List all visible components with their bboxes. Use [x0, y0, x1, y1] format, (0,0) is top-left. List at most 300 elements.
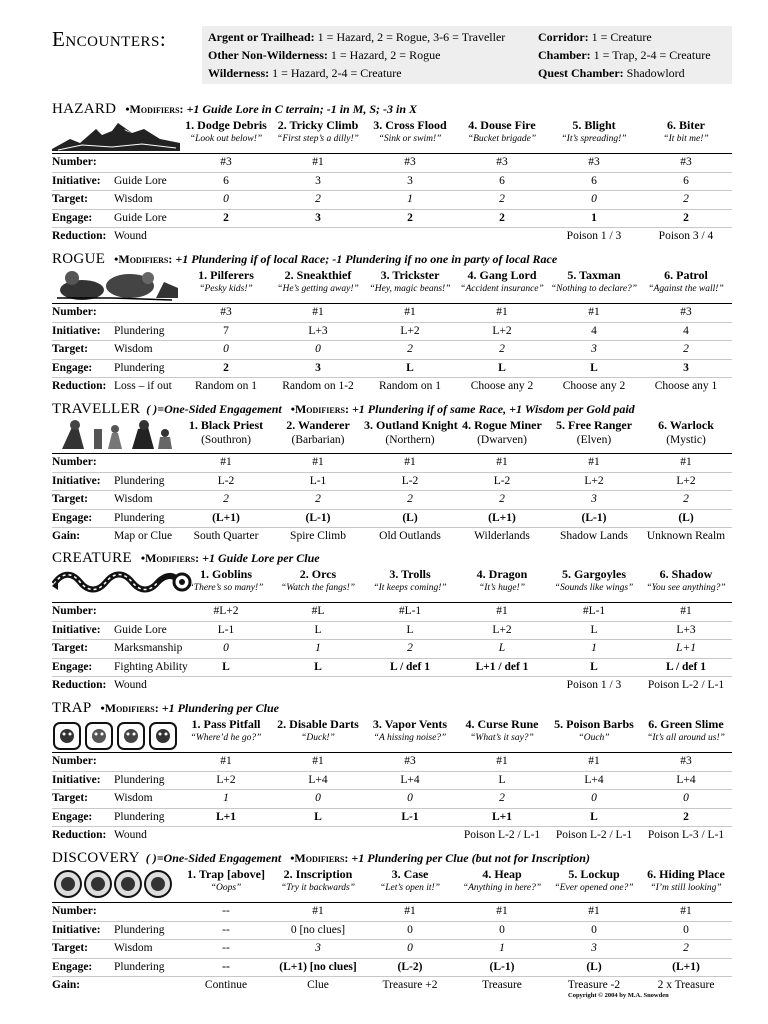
- column-header: [548, 717, 640, 745]
- table-cell: L / def 1: [390, 660, 430, 673]
- column-header: [180, 418, 272, 447]
- row-label: Target:: [52, 792, 88, 804]
- table-cell: L: [314, 660, 322, 673]
- table-cell: #3: [680, 156, 692, 168]
- table-cell: #3: [588, 156, 600, 168]
- table-cell: 1: [407, 193, 413, 205]
- column-header: [180, 717, 272, 745]
- column-quote: “It’s huge!”: [478, 583, 525, 593]
- column-title: 4. Rogue Miner: [462, 418, 542, 432]
- column-title: 5. Blight: [572, 118, 616, 132]
- column-quote: “Sink or swim!”: [378, 134, 442, 144]
- table-cell: (L): [678, 511, 694, 524]
- table-cell: 3: [315, 361, 321, 374]
- column-title: 1. Pass Pitfall: [191, 717, 261, 731]
- stat-table: [52, 303, 732, 396]
- row-skill: Plundering: [114, 923, 165, 936]
- column-header: [456, 418, 548, 447]
- column-header: [272, 717, 364, 745]
- table-row: [52, 323, 732, 342]
- table-cell: L+1: [676, 642, 696, 654]
- column-title: 6. Patrol: [664, 268, 708, 282]
- column-title: 2. Sneakthief: [284, 268, 352, 282]
- table-cell: #1: [680, 905, 692, 917]
- table-cell: 6: [591, 174, 597, 187]
- modifiers-note: •Modifiers: +1 Guide Lore in C terrain; -1 in M, S; -3 in X: [122, 102, 418, 116]
- row-skill: Plundering: [114, 773, 165, 786]
- column-header: [364, 118, 456, 146]
- column-title: 5. Free Ranger: [555, 418, 633, 432]
- column-header: [272, 268, 364, 296]
- table-cell: 0: [407, 792, 413, 804]
- row-label: Reduction:: [52, 829, 107, 841]
- row-skill: Wisdom: [114, 942, 153, 954]
- table-cell: 3: [591, 343, 597, 355]
- table-cell: #1: [496, 755, 508, 767]
- row-skill: Guide Lore: [114, 174, 167, 187]
- section-heading: [52, 699, 279, 717]
- column-quote: “Ever opened one?”: [554, 883, 634, 893]
- table-cell: L+4: [584, 773, 604, 786]
- table-cell: 4: [591, 324, 597, 337]
- column-quote: “Nothing to declare?”: [550, 284, 638, 294]
- header-line: Corridor: 1 = Creature: [538, 30, 652, 44]
- table-cell: #3: [496, 156, 508, 168]
- column-quote: “It’s all around us!”: [647, 733, 725, 743]
- section-name: TRAP: [52, 700, 92, 716]
- column-quote: “What’s it say?”: [470, 733, 534, 743]
- row-label: Target:: [52, 642, 88, 654]
- stat-table: [52, 453, 732, 546]
- table-row: [52, 510, 732, 529]
- table-cell: #1: [220, 755, 232, 767]
- column-title: 1. Black Priest: [188, 418, 264, 432]
- page-title: Encounters:: [52, 27, 167, 51]
- column-quote: “Hey, magic beans!”: [369, 284, 451, 294]
- table-cell: (L): [402, 511, 418, 524]
- table-cell: L-2: [401, 474, 419, 487]
- table-cell: 6: [683, 174, 689, 187]
- row-skill: Wound: [114, 230, 147, 242]
- table-row: [52, 790, 732, 809]
- column-headers: [180, 867, 732, 901]
- row-label: Target:: [52, 343, 88, 355]
- table-cell: #1: [312, 755, 324, 767]
- row-label: Target:: [52, 942, 88, 954]
- table-cell: 0: [223, 642, 229, 654]
- column-title: 4. Curse Rune: [465, 717, 539, 731]
- column-quote: “It’s spreading!”: [561, 134, 627, 144]
- table-cell: (L-1): [581, 511, 607, 524]
- column-quote: “Where’d he go?”: [190, 733, 262, 743]
- table-cell: Poison 3 / 4: [658, 230, 714, 242]
- table-cell: 2: [223, 361, 229, 374]
- row-label: Initiative:: [52, 923, 101, 936]
- table-row: [52, 454, 732, 473]
- table-cell: L+1: [492, 810, 512, 823]
- row-skill: Wound: [114, 679, 147, 691]
- table-cell: #1: [312, 905, 324, 917]
- column-title: 3. Vapor Vents: [372, 717, 448, 731]
- table-cell: --: [222, 942, 230, 954]
- table-cell: L / def 1: [666, 660, 706, 673]
- table-cell: 7: [223, 324, 229, 337]
- column-header: [548, 567, 640, 595]
- table-cell: 0: [407, 942, 413, 954]
- row-label: Initiative:: [52, 174, 101, 187]
- table-cell: 0: [591, 923, 597, 936]
- table-cell: 0: [683, 923, 689, 936]
- rogue-icon: [52, 268, 180, 302]
- table-cell: 2: [315, 193, 321, 205]
- table-cell: Wilderlands: [474, 530, 530, 542]
- column-header: [640, 418, 732, 447]
- table-cell: 2: [683, 493, 689, 505]
- coins-icon: [52, 867, 180, 901]
- table-cell: L+2: [400, 324, 420, 337]
- table-row: [52, 473, 732, 492]
- one-sided-note: ( )=One-Sided Engagement: [145, 851, 282, 865]
- table-cell: 0: [407, 923, 413, 936]
- column-header: [640, 118, 732, 146]
- column-headers: [180, 418, 732, 452]
- table-cell: L+2: [216, 773, 236, 786]
- table-cell: L-2: [493, 474, 511, 487]
- header: [52, 22, 732, 86]
- table-cell: (L-2): [397, 960, 423, 973]
- table-cell: L: [498, 361, 506, 374]
- table-row: [52, 640, 732, 659]
- table-cell: L+1 / def 1: [475, 660, 529, 673]
- section-name: TRAVELLER: [52, 401, 141, 417]
- table-cell: 1: [223, 792, 229, 804]
- column-title: 5. Lockup: [568, 867, 620, 881]
- column-quote: “First step’s a dilly!”: [277, 134, 359, 144]
- table-row: [52, 622, 732, 641]
- row-skill: Loss – if out: [114, 380, 172, 392]
- table-cell: Spire Climb: [290, 530, 346, 542]
- table-cell: 0: [223, 343, 229, 355]
- table-cell: L+2: [584, 474, 604, 487]
- column-title: 2. Orcs: [299, 567, 337, 581]
- table-cell: L-1: [217, 623, 235, 636]
- stat-table: [52, 752, 732, 845]
- table-cell: 2: [223, 493, 229, 505]
- table-cell: Poison L-3 / L-1: [647, 829, 725, 841]
- table-cell: L-1: [309, 474, 327, 487]
- column-title: 2. Wanderer: [286, 418, 350, 432]
- table-cell: 6: [223, 174, 229, 187]
- one-sided-note: ( )=One-Sided Engagement: [146, 402, 282, 416]
- table-row: [52, 659, 732, 678]
- row-label: Engage:: [52, 511, 93, 524]
- table-cell: Treasure +2: [382, 979, 438, 991]
- table-row: [52, 378, 732, 396]
- encounters-sheet: [52, 22, 732, 991]
- column-title: 4. Gang Lord: [467, 268, 537, 282]
- row-label: Number:: [52, 456, 97, 468]
- table-cell: #1: [496, 905, 508, 917]
- table-cell: #3: [680, 755, 692, 767]
- row-skill: Plundering: [114, 324, 165, 337]
- header-line: Argent or Trailhead: 1 = Hazard, 2 = Rogue, 3-6 = Traveller: [208, 30, 506, 44]
- table-cell: --: [222, 905, 230, 917]
- column-headers: [180, 268, 732, 302]
- table-cell: 0: [315, 792, 321, 804]
- table-row: [52, 154, 732, 173]
- row-label: Initiative:: [52, 773, 101, 786]
- table-cell: L: [314, 623, 322, 636]
- table-cell: 1: [591, 211, 597, 224]
- table-cell: 6: [499, 174, 505, 187]
- table-cell: #3: [220, 306, 232, 318]
- row-label: Number:: [52, 605, 97, 617]
- column-quote: “Sounds like wings”: [554, 583, 634, 593]
- table-cell: L-2: [217, 474, 235, 487]
- row-skill: Wound: [114, 829, 147, 841]
- column-headers: [180, 567, 732, 601]
- header-line: Wilderness: 1 = Hazard, 2-4 = Creature: [208, 66, 402, 80]
- table-cell: 3: [407, 174, 413, 187]
- table-cell: #1: [496, 306, 508, 318]
- column-title: 6. Warlock: [658, 418, 714, 432]
- copyright: Copyright © 2004 by M.A. Snowden: [568, 992, 669, 999]
- column-header: [272, 867, 364, 895]
- table-cell: #L-1: [398, 605, 422, 617]
- table-cell: (L): [586, 960, 602, 973]
- row-skill: Guide Lore: [114, 623, 167, 636]
- table-cell: L+2: [676, 474, 696, 487]
- row-skill: Wisdom: [114, 193, 153, 205]
- row-skill: Fighting Ability: [114, 660, 188, 673]
- table-cell: Continue: [204, 979, 248, 991]
- column-header: [640, 268, 732, 296]
- trap-icon: [52, 717, 180, 751]
- table-cell: 2: [499, 211, 505, 224]
- column-header: [364, 867, 456, 895]
- table-cell: Treasure -2: [567, 979, 621, 991]
- table-cell: 2: [683, 193, 689, 205]
- table-cell: 2: [683, 942, 689, 954]
- table-cell: L: [590, 623, 598, 636]
- row-skill: Wisdom: [114, 493, 153, 505]
- table-cell: L+2: [492, 623, 512, 636]
- table-cell: 2: [407, 343, 413, 355]
- table-cell: 2: [407, 493, 413, 505]
- table-cell: Poison 1 / 3: [566, 679, 622, 691]
- table-cell: 2: [407, 642, 413, 654]
- column-quote: “I’m still looking”: [650, 883, 722, 893]
- stat-table: [52, 153, 732, 246]
- column-title: 5. Taxman: [567, 268, 621, 282]
- table-cell: (L+1): [672, 960, 700, 973]
- table-cell: L+2: [492, 324, 512, 337]
- column-quote: “Duck!”: [301, 733, 335, 743]
- row-skill: Guide Lore: [114, 211, 167, 224]
- column-header: [456, 717, 548, 745]
- column-title: 4. Dragon: [476, 567, 528, 581]
- table-cell: 2: [683, 343, 689, 355]
- table-cell: Random on 1: [379, 380, 441, 392]
- table-cell: #1: [588, 456, 600, 468]
- column-title: 3. Case: [391, 867, 429, 881]
- column-title: 6. Hiding Place: [647, 867, 725, 881]
- column-header: [364, 717, 456, 745]
- section-heading: [52, 549, 320, 567]
- column-header: [180, 867, 272, 895]
- column-quote: “It bit me!”: [663, 134, 709, 144]
- table-cell: Poison L-2 / L-1: [463, 829, 541, 841]
- table-row: [52, 809, 732, 828]
- row-label: Engage:: [52, 810, 93, 823]
- table-row: [52, 360, 732, 379]
- table-cell: L+4: [400, 773, 420, 786]
- modifiers-note: •Modifiers: +1 Plundering per Clue: [97, 701, 279, 715]
- table-row: [52, 903, 732, 922]
- table-cell: --: [222, 923, 230, 936]
- column-title: 2. Tricky Climb: [277, 118, 359, 132]
- table-cell: 0: [591, 193, 597, 205]
- table-cell: #1: [588, 755, 600, 767]
- column-title: 4. Douse Fire: [468, 118, 536, 132]
- table-cell: L: [406, 361, 414, 374]
- row-skill: Plundering: [114, 511, 165, 524]
- column-header: [272, 118, 364, 146]
- table-cell: #1: [588, 306, 600, 318]
- table-row: [52, 940, 732, 959]
- column-title: 3. Trolls: [389, 567, 431, 581]
- column-header: [456, 867, 548, 895]
- column-title: 1. Goblins: [199, 567, 253, 581]
- section-heading: [52, 100, 417, 118]
- table-cell: 2 x Treasure: [657, 979, 715, 991]
- table-cell: 2: [315, 493, 321, 505]
- table-cell: #L+2: [213, 605, 239, 617]
- column-title: 6. Biter: [667, 118, 705, 132]
- column-quote: “Anything in here?”: [462, 883, 542, 893]
- table-row: [52, 922, 732, 941]
- table-cell: Random on 1-2: [282, 380, 354, 392]
- table-cell: L-1: [401, 810, 419, 823]
- column-quote: “It keeps coming!”: [373, 583, 447, 593]
- table-cell: 1: [499, 942, 505, 954]
- row-skill: Marksmanship: [114, 642, 183, 654]
- column-header: [272, 418, 364, 447]
- column-quote: “A hissing noise?”: [373, 733, 447, 743]
- table-cell: 0: [683, 792, 689, 804]
- table-cell: L: [498, 773, 506, 786]
- column-quote: “Pesky kids!”: [199, 284, 253, 294]
- mountain-icon: [52, 118, 180, 152]
- stat-table: [52, 902, 732, 995]
- row-label: Target:: [52, 493, 88, 505]
- encounter-table-box: [202, 26, 732, 84]
- row-label: Initiative:: [52, 623, 101, 636]
- table-cell: #1: [680, 456, 692, 468]
- table-cell: #1: [680, 605, 692, 617]
- row-skill: Plundering: [114, 960, 165, 973]
- table-cell: 3: [591, 942, 597, 954]
- table-cell: 3: [683, 361, 689, 374]
- table-cell: L: [314, 810, 322, 823]
- table-cell: #L-1: [582, 605, 606, 617]
- column-subtitle: (Northern): [385, 434, 435, 446]
- row-label: Reduction:: [52, 679, 107, 691]
- row-skill: Wisdom: [114, 792, 153, 804]
- header-line: Chamber: 1 = Trap, 2-4 = Creature: [538, 48, 711, 62]
- section-name: HAZARD: [52, 101, 117, 117]
- table-cell: 3: [315, 174, 321, 187]
- section-heading: [52, 250, 557, 268]
- table-cell: Poison L-2 / L-1: [555, 829, 633, 841]
- column-title: 2. Inscription: [283, 867, 353, 881]
- column-quote: “Let’s open it!”: [379, 883, 440, 893]
- table-cell: 1: [591, 642, 597, 654]
- table-cell: 3: [315, 942, 321, 954]
- column-title: 4. Heap: [482, 867, 522, 881]
- table-cell: Poison L-2 / L-1: [647, 679, 725, 691]
- row-label: Engage:: [52, 660, 93, 673]
- section-heading: [52, 849, 590, 867]
- row-label: Number:: [52, 156, 97, 168]
- header-line: Other Non-Wilderness: 1 = Hazard, 2 = Rogue: [208, 48, 441, 62]
- table-row: [52, 304, 732, 323]
- table-cell: L+3: [308, 324, 328, 337]
- column-title: 6. Green Slime: [648, 717, 724, 731]
- column-header: [456, 268, 548, 296]
- column-header: [456, 567, 548, 595]
- table-row: [52, 210, 732, 229]
- table-cell: #1: [312, 456, 324, 468]
- column-title: 6. Shadow: [659, 567, 713, 581]
- column-quote: “Bucket brigade”: [467, 134, 537, 144]
- row-label: Reduction:: [52, 380, 107, 392]
- modifiers-note: •Modifiers: +1 Plundering per Clue (but not for Inscription): [287, 851, 590, 865]
- column-quote: “Watch the fangs!”: [280, 583, 356, 593]
- column-header: [548, 418, 640, 447]
- row-label: Number:: [52, 905, 97, 917]
- table-cell: #1: [404, 456, 416, 468]
- row-label: Initiative:: [52, 324, 101, 337]
- table-cell: #1: [312, 156, 324, 168]
- column-title: 3. Outland Knight: [364, 418, 458, 432]
- column-header: [272, 567, 364, 595]
- table-cell: 4: [683, 324, 689, 337]
- column-title: 1. Dodge Debris: [185, 118, 267, 132]
- table-cell: Random on 1: [195, 380, 257, 392]
- table-cell: 3: [315, 211, 321, 224]
- row-label: Gain:: [52, 979, 81, 991]
- column-quote: “Accident insurance”: [460, 284, 544, 294]
- column-header: [180, 567, 272, 595]
- table-cell: 0: [223, 193, 229, 205]
- row-skill: Map or Clue: [114, 530, 173, 542]
- table-cell: #3: [680, 306, 692, 318]
- column-header: [640, 717, 732, 745]
- row-skill: Plundering: [114, 474, 165, 487]
- table-row: [52, 173, 732, 192]
- column-title: 5. Poison Barbs: [554, 717, 634, 731]
- table-row: [52, 603, 732, 622]
- table-cell: 2: [223, 211, 229, 224]
- column-header: [548, 268, 640, 296]
- column-header: [640, 567, 732, 595]
- column-header: [640, 867, 732, 895]
- table-cell: #1: [404, 306, 416, 318]
- row-skill: Wisdom: [114, 343, 153, 355]
- column-header: [456, 118, 548, 146]
- table-cell: L+4: [676, 773, 696, 786]
